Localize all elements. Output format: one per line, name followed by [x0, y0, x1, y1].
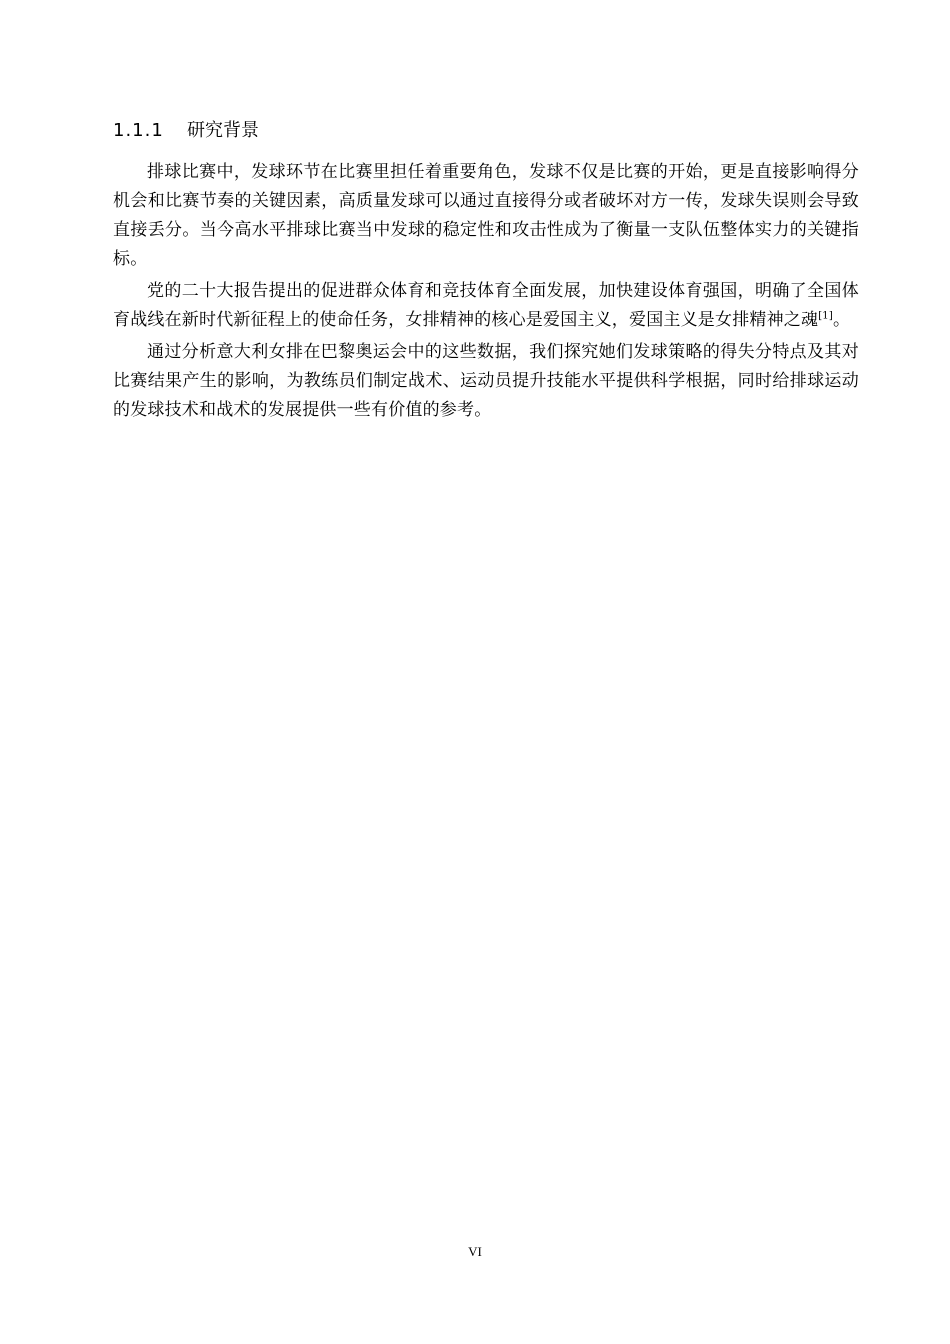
section-heading: [113, 118, 259, 144]
section-title: 研究背景: [187, 120, 259, 141]
body-text: [113, 158, 859, 428]
page-number: VI: [468, 1244, 482, 1259]
citation-reference: [1]: [818, 310, 833, 322]
paragraph-volleyball-spirit: [113, 277, 859, 335]
paragraph-serve-importance: [113, 158, 859, 274]
paragraph-text: 排球比赛中，发球环节在比赛里担任着重要角色，发球不仅是比赛的开始，更是直接影响得分机会和比赛节奏的关键因素，高质量发球可以通过直接得分或者破坏对方一传，发球失误则会导致直接丢分。当今高水平排球比赛当中发球的稳定性和攻击性成为了衡量一支队伍整体实力的关键指标。: [113, 162, 859, 269]
paragraph-text: 党的二十大报告提出的促进群众体育和竞技体育全面发展，加快建设体育强国，明确了全国体育战线在新时代新征程上的使命任务，女排精神的核心是爱国主义，爱国主义是女排精神之魂: [113, 281, 859, 330]
paragraph-research-purpose: [113, 338, 859, 425]
paragraph-end-punctuation: 。: [832, 310, 851, 330]
paragraph-text: 通过分析意大利女排在巴黎奥运会中的这些数据，我们探究她们发球策略的得失分特点及其对比赛结果产生的影响，为教练员们制定战术、运动员提升技能水平提供科学根据，同时给排球运动的发球技术和战术的发展提供一些有价值的参考。: [113, 342, 859, 420]
section-number: 1.1.1: [113, 120, 164, 141]
